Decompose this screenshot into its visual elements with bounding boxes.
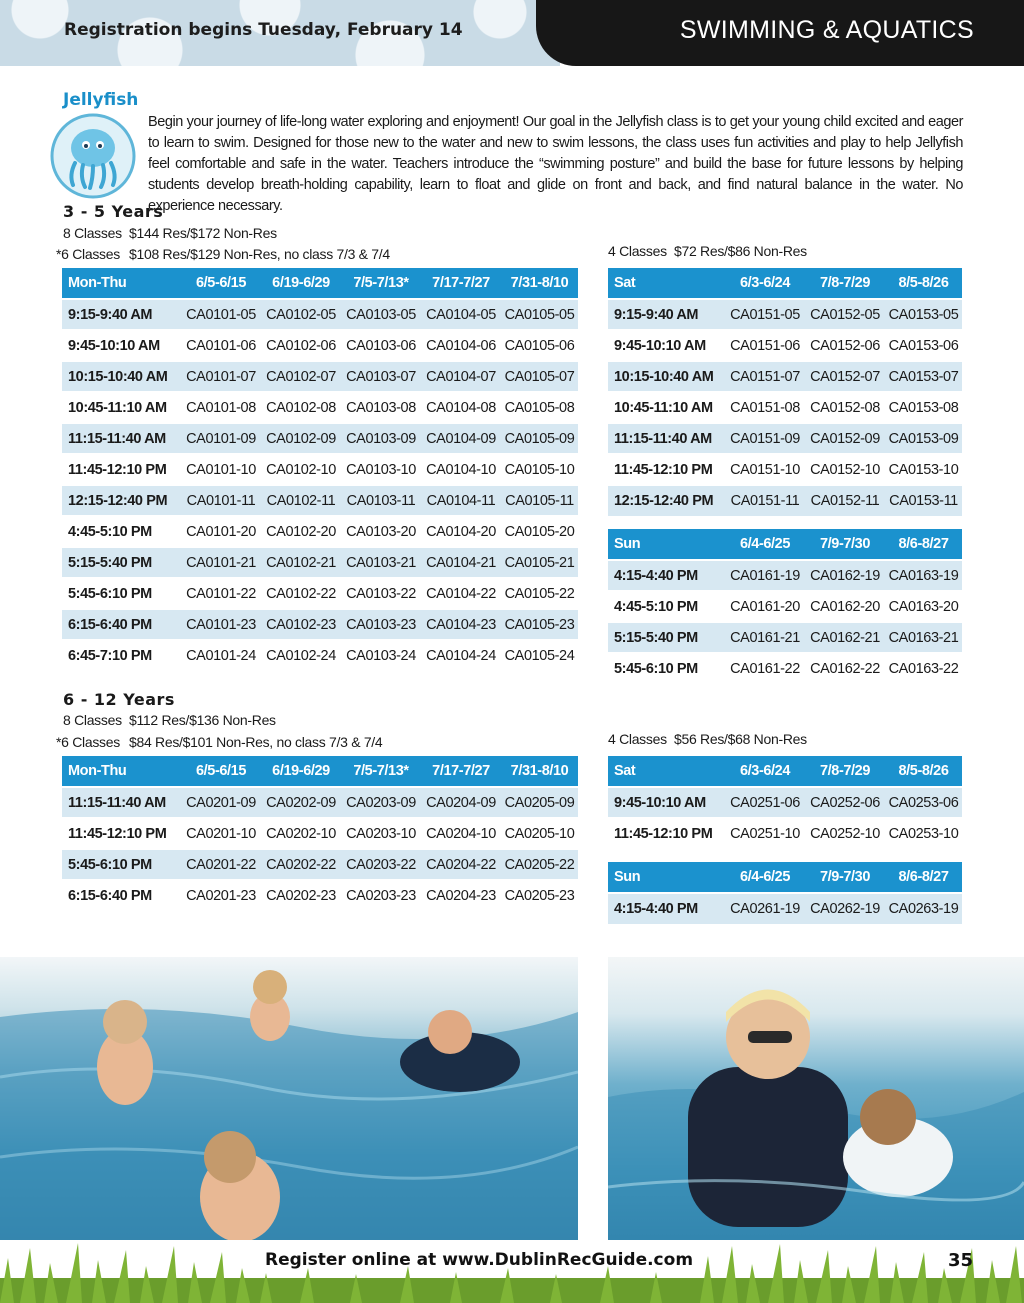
- course-code: CA0204-09: [421, 787, 501, 818]
- date-range-header: 7/17-7/27: [421, 268, 501, 299]
- course-code: CA0161-21: [725, 622, 805, 653]
- table-header-row: [608, 862, 962, 893]
- date-range-header: 7/5-7/13*: [341, 268, 421, 299]
- course-code: CA0103-10: [341, 454, 421, 485]
- course-code: CA0161-22: [725, 653, 805, 684]
- course-code: CA0101-23: [181, 609, 261, 640]
- table-row: [62, 423, 578, 454]
- course-code: CA0153-11: [885, 485, 962, 516]
- course-code: CA0252-06: [805, 787, 885, 818]
- date-range-header: 6/3-6/24: [725, 756, 805, 787]
- course-code: CA0202-10: [261, 818, 341, 849]
- course-code: CA0105-08: [501, 392, 578, 423]
- time-slot: 5:15-5:40 PM: [608, 622, 725, 653]
- course-code: CA0101-24: [181, 640, 261, 671]
- day-header: Sat: [608, 756, 725, 787]
- price-amount: $108 Res/$129 Non-Res, no class 7/3 & 7/4: [129, 246, 390, 262]
- course-code: CA0151-07: [725, 361, 805, 392]
- pool-scene-illustration: [0, 957, 578, 1240]
- day-header: Mon-Thu: [62, 756, 181, 787]
- course-code: CA0151-11: [725, 485, 805, 516]
- course-code: CA0251-10: [725, 818, 805, 849]
- section-banner: [536, 0, 1024, 66]
- day-header: Sun: [608, 529, 725, 560]
- course-code: CA0162-22: [805, 653, 885, 684]
- course-code: CA0102-20: [261, 516, 341, 547]
- course-code: CA0152-07: [805, 361, 885, 392]
- date-range-header: 7/31-8/10: [501, 756, 578, 787]
- schedule-table-saturday: [608, 756, 962, 849]
- table-row: [62, 640, 578, 671]
- day-header: Mon-Thu: [62, 268, 181, 299]
- course-code: CA0101-09: [181, 423, 261, 454]
- price-count: *6 Classes: [56, 734, 120, 750]
- time-slot: 9:15-9:40 AM: [62, 299, 181, 330]
- course-code: CA0153-08: [885, 392, 962, 423]
- course-code: CA0152-10: [805, 454, 885, 485]
- course-code: CA0105-09: [501, 423, 578, 454]
- table-row: [62, 547, 578, 578]
- course-code: CA0105-11: [501, 485, 578, 516]
- course-code: CA0103-06: [341, 330, 421, 361]
- time-slot: 12:15-12:40 PM: [608, 485, 725, 516]
- course-code: CA0253-06: [885, 787, 962, 818]
- course-code: CA0205-23: [501, 880, 578, 911]
- pool-scene-illustration: [608, 957, 1024, 1240]
- course-code: CA0204-23: [421, 880, 501, 911]
- table-row: [62, 880, 578, 911]
- table-row: [608, 653, 962, 684]
- course-code: CA0103-08: [341, 392, 421, 423]
- table-row: [62, 516, 578, 547]
- course-code: CA0153-09: [885, 423, 962, 454]
- course-code: CA0262-19: [805, 893, 885, 924]
- time-slot: 4:45-5:10 PM: [62, 516, 181, 547]
- course-code: CA0152-05: [805, 299, 885, 330]
- table-row: [608, 392, 962, 423]
- course-code: CA0152-11: [805, 485, 885, 516]
- time-slot: 12:15-12:40 PM: [62, 485, 181, 516]
- date-range-header: 6/3-6/24: [725, 268, 805, 299]
- time-slot: 5:15-5:40 PM: [62, 547, 181, 578]
- course-code: CA0104-11: [421, 485, 501, 516]
- course-code: CA0202-23: [261, 880, 341, 911]
- course-code: CA0263-19: [885, 893, 962, 924]
- price-count: *6 Classes: [56, 246, 120, 262]
- time-slot: 11:15-11:40 AM: [62, 787, 181, 818]
- table-row: [62, 299, 578, 330]
- course-code: CA0105-05: [501, 299, 578, 330]
- course-code: CA0161-20: [725, 591, 805, 622]
- date-range-header: 7/17-7/27: [421, 756, 501, 787]
- course-code: CA0102-08: [261, 392, 341, 423]
- schedule-table-sunday: [608, 862, 962, 924]
- course-code: CA0102-11: [261, 485, 341, 516]
- time-slot: 11:15-11:40 AM: [62, 423, 181, 454]
- time-slot: 11:45-12:10 PM: [608, 818, 725, 849]
- course-code: CA0105-06: [501, 330, 578, 361]
- price-count: 8 Classes: [63, 712, 122, 728]
- course-code: CA0251-06: [725, 787, 805, 818]
- price-line: [63, 712, 276, 728]
- table-row: [608, 560, 962, 591]
- time-slot: 6:15-6:40 PM: [62, 880, 181, 911]
- time-slot: 6:15-6:40 PM: [62, 609, 181, 640]
- table-row: [608, 591, 962, 622]
- course-code: CA0102-21: [261, 547, 341, 578]
- time-slot: 11:45-12:10 PM: [62, 454, 181, 485]
- date-range-header: 7/5-7/13*: [341, 756, 421, 787]
- table-row: [608, 818, 962, 849]
- course-code: CA0201-22: [181, 849, 261, 880]
- course-code: CA0151-05: [725, 299, 805, 330]
- date-range-header: 8/6-8/27: [885, 529, 962, 560]
- schedule-table-sunday: [608, 529, 962, 684]
- course-code: CA0163-19: [885, 560, 962, 591]
- course-code: CA0104-23: [421, 609, 501, 640]
- price-line: [608, 731, 807, 747]
- time-slot: 6:45-7:10 PM: [62, 640, 181, 671]
- course-code: CA0103-11: [341, 485, 421, 516]
- course-code: CA0252-10: [805, 818, 885, 849]
- table-row: [608, 361, 962, 392]
- page-number: 35: [948, 1250, 974, 1271]
- schedule-table-saturday: [608, 268, 962, 516]
- price-amount: $144 Res/$172 Non-Res: [129, 225, 277, 241]
- schedule-table-weekday: [62, 268, 578, 671]
- course-code: CA0163-20: [885, 591, 962, 622]
- course-code: CA0101-21: [181, 547, 261, 578]
- date-range-header: 6/19-6/29: [261, 268, 341, 299]
- table-row: [62, 578, 578, 609]
- course-code: CA0103-05: [341, 299, 421, 330]
- age-group-heading: 6 - 12 Years: [63, 690, 175, 709]
- time-slot: 9:45-10:10 AM: [608, 787, 725, 818]
- course-code: CA0102-09: [261, 423, 341, 454]
- course-code: CA0151-09: [725, 423, 805, 454]
- course-code: CA0104-05: [421, 299, 501, 330]
- time-slot: 11:15-11:40 AM: [608, 423, 725, 454]
- date-range-header: 6/5-6/15: [181, 268, 261, 299]
- date-range-header: 8/6-8/27: [885, 862, 962, 893]
- course-code: CA0105-10: [501, 454, 578, 485]
- time-slot: 10:15-10:40 AM: [62, 361, 181, 392]
- course-code: CA0105-22: [501, 578, 578, 609]
- table-header-row: [62, 756, 578, 787]
- table-header-row: [608, 756, 962, 787]
- time-slot: 9:45-10:10 AM: [62, 330, 181, 361]
- time-slot: 5:45-6:10 PM: [62, 849, 181, 880]
- table-row: [608, 893, 962, 924]
- course-code: CA0105-21: [501, 547, 578, 578]
- course-code: CA0204-22: [421, 849, 501, 880]
- date-range-header: 8/5-8/26: [885, 268, 962, 299]
- course-code: CA0101-20: [181, 516, 261, 547]
- course-code: CA0101-11: [181, 485, 261, 516]
- course-code: CA0161-19: [725, 560, 805, 591]
- course-code: CA0105-07: [501, 361, 578, 392]
- course-code: CA0163-21: [885, 622, 962, 653]
- course-code: CA0102-23: [261, 609, 341, 640]
- date-range-header: 7/9-7/30: [805, 862, 885, 893]
- table-row: [608, 423, 962, 454]
- course-code: CA0151-10: [725, 454, 805, 485]
- course-code: CA0103-07: [341, 361, 421, 392]
- time-slot: 4:15-4:40 PM: [608, 893, 725, 924]
- date-range-header: 6/19-6/29: [261, 756, 341, 787]
- time-slot: 10:45-11:10 AM: [608, 392, 725, 423]
- date-range-header: 7/9-7/30: [805, 529, 885, 560]
- time-slot: 9:15-9:40 AM: [608, 299, 725, 330]
- pool-photo-instructor: [608, 957, 1024, 1240]
- course-code: CA0103-09: [341, 423, 421, 454]
- date-range-header: 7/31-8/10: [501, 268, 578, 299]
- course-code: CA0105-23: [501, 609, 578, 640]
- course-code: CA0202-09: [261, 787, 341, 818]
- age-group-heading: 3 - 5 Years: [63, 202, 164, 221]
- class-title: Jellyfish: [63, 90, 139, 110]
- course-code: CA0153-10: [885, 454, 962, 485]
- course-code: CA0101-08: [181, 392, 261, 423]
- course-code: CA0104-22: [421, 578, 501, 609]
- registration-date: Registration begins Tuesday, February 14: [64, 20, 463, 40]
- course-code: CA0102-10: [261, 454, 341, 485]
- course-code: CA0203-23: [341, 880, 421, 911]
- date-range-header: 7/8-7/29: [805, 268, 885, 299]
- course-code: CA0162-20: [805, 591, 885, 622]
- time-slot: 5:45-6:10 PM: [608, 653, 725, 684]
- time-slot: 4:45-5:10 PM: [608, 591, 725, 622]
- course-code: CA0153-06: [885, 330, 962, 361]
- course-code: CA0101-05: [181, 299, 261, 330]
- course-code: CA0203-10: [341, 818, 421, 849]
- course-code: CA0104-09: [421, 423, 501, 454]
- course-code: CA0201-10: [181, 818, 261, 849]
- section-title: SWIMMING & AQUATICS: [679, 16, 974, 44]
- course-code: CA0203-09: [341, 787, 421, 818]
- schedule-table-weekday: [62, 756, 578, 911]
- course-code: CA0152-09: [805, 423, 885, 454]
- course-code: CA0102-22: [261, 578, 341, 609]
- course-code: CA0103-24: [341, 640, 421, 671]
- course-code: CA0153-05: [885, 299, 962, 330]
- course-code: CA0101-06: [181, 330, 261, 361]
- date-range-header: 7/8-7/29: [805, 756, 885, 787]
- course-code: CA0162-19: [805, 560, 885, 591]
- time-slot: 10:15-10:40 AM: [608, 361, 725, 392]
- course-code: CA0105-24: [501, 640, 578, 671]
- course-code: CA0103-23: [341, 609, 421, 640]
- price-count: 4 Classes: [608, 243, 667, 259]
- table-header-row: [62, 268, 578, 299]
- course-code: CA0102-07: [261, 361, 341, 392]
- price-amount: $84 Res/$101 Non-Res, no class 7/3 & 7/4: [129, 734, 383, 750]
- date-range-header: 8/5-8/26: [885, 756, 962, 787]
- course-code: CA0101-10: [181, 454, 261, 485]
- table-row: [608, 330, 962, 361]
- course-code: CA0204-10: [421, 818, 501, 849]
- course-code: CA0104-08: [421, 392, 501, 423]
- day-header: Sun: [608, 862, 725, 893]
- time-slot: 4:15-4:40 PM: [608, 560, 725, 591]
- course-code: CA0253-10: [885, 818, 962, 849]
- course-code: CA0102-06: [261, 330, 341, 361]
- price-line: [56, 246, 390, 262]
- course-code: CA0103-21: [341, 547, 421, 578]
- date-range-header: 6/4-6/25: [725, 862, 805, 893]
- class-description: Begin your journey of life-long water exploring and enjoyment! Our goal in the Jellyfish class is to get your young child excited and eager to learn to swim. Designed for those new to the water and new to swim lessons, the class uses fun activities and play to help Jellyfish feel comfortable and safe in the water. Teachers introduce the “swimming posture” and build the base for future lessons by helping students develop breath-holding capability, learn to float and glide on front and back, and find natural balance in the water. No experience necessary.: [148, 114, 963, 214]
- table-row: [62, 818, 578, 849]
- price-amount: $56 Res/$68 Non-Res: [674, 731, 807, 747]
- price-count: 4 Classes: [608, 731, 667, 747]
- course-code: CA0205-22: [501, 849, 578, 880]
- grass-decoration: [0, 1238, 1024, 1303]
- course-code: CA0104-10: [421, 454, 501, 485]
- course-code: CA0152-06: [805, 330, 885, 361]
- table-row: [62, 609, 578, 640]
- course-code: CA0103-22: [341, 578, 421, 609]
- course-code: CA0102-24: [261, 640, 341, 671]
- table-row: [62, 454, 578, 485]
- table-row: [608, 787, 962, 818]
- course-code: CA0152-08: [805, 392, 885, 423]
- course-code: CA0102-05: [261, 299, 341, 330]
- date-range-header: 6/4-6/25: [725, 529, 805, 560]
- time-slot: 11:45-12:10 PM: [608, 454, 725, 485]
- price-amount: $112 Res/$136 Non-Res: [129, 712, 276, 728]
- course-code: CA0104-21: [421, 547, 501, 578]
- price-count: 8 Classes: [63, 225, 122, 241]
- course-code: CA0104-24: [421, 640, 501, 671]
- course-code: CA0261-19: [725, 893, 805, 924]
- course-code: CA0201-09: [181, 787, 261, 818]
- table-header-row: [608, 529, 962, 560]
- date-range-header: 6/5-6/15: [181, 756, 261, 787]
- course-code: CA0101-22: [181, 578, 261, 609]
- course-code: CA0103-20: [341, 516, 421, 547]
- course-code: CA0104-07: [421, 361, 501, 392]
- course-code: CA0104-06: [421, 330, 501, 361]
- price-line: [608, 243, 807, 259]
- course-code: CA0162-21: [805, 622, 885, 653]
- table-row: [608, 485, 962, 516]
- course-code: CA0163-22: [885, 653, 962, 684]
- table-row: [62, 849, 578, 880]
- register-online-link[interactable]: Register online at www.DublinRecGuide.com: [265, 1250, 694, 1270]
- time-slot: 10:45-11:10 AM: [62, 392, 181, 423]
- pool-photo-children: [0, 957, 578, 1240]
- table-header-row: [608, 268, 962, 299]
- course-code: CA0105-20: [501, 516, 578, 547]
- table-row: [608, 622, 962, 653]
- course-code: CA0202-22: [261, 849, 341, 880]
- course-code: CA0151-08: [725, 392, 805, 423]
- table-row: [62, 361, 578, 392]
- price-amount: $72 Res/$86 Non-Res: [674, 243, 807, 259]
- course-code: CA0203-22: [341, 849, 421, 880]
- course-code: CA0205-10: [501, 818, 578, 849]
- table-row: [62, 392, 578, 423]
- course-code: CA0104-20: [421, 516, 501, 547]
- time-slot: 9:45-10:10 AM: [608, 330, 725, 361]
- price-line: [56, 734, 382, 750]
- course-code: CA0151-06: [725, 330, 805, 361]
- table-row: [608, 299, 962, 330]
- time-slot: 11:45-12:10 PM: [62, 818, 181, 849]
- course-code: CA0153-07: [885, 361, 962, 392]
- course-code: CA0201-23: [181, 880, 261, 911]
- price-line: [63, 225, 277, 241]
- table-row: [62, 330, 578, 361]
- table-row: [62, 485, 578, 516]
- course-code: CA0101-07: [181, 361, 261, 392]
- table-row: [608, 454, 962, 485]
- time-slot: 5:45-6:10 PM: [62, 578, 181, 609]
- course-code: CA0205-09: [501, 787, 578, 818]
- table-row: [62, 787, 578, 818]
- jellyfish-icon: [50, 113, 136, 199]
- day-header: Sat: [608, 268, 725, 299]
